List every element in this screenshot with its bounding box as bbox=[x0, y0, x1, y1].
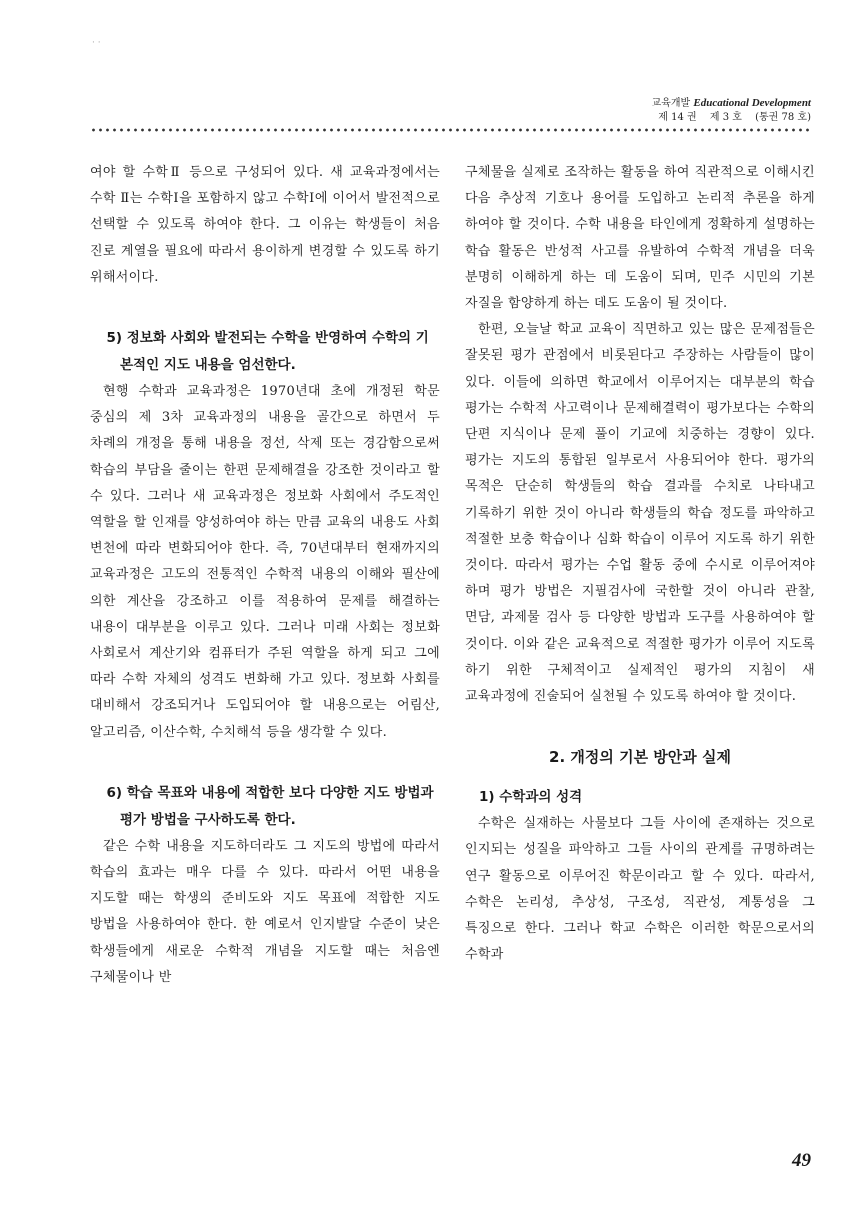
right-column bbox=[465, 160, 815, 968]
running-header bbox=[648, 96, 811, 125]
dotted-header-rule bbox=[90, 128, 811, 132]
section-heading: 2. 개정의 기본 방안과 실제 bbox=[549, 748, 731, 767]
paragraph: 같은 수학 내용을 지도하더라도 그 지도의 방법에 따라서 학습의 효과는 매우 다를 수 있다. 따라서 어떤 내용을 지도할 때는 학생의 준비도와 지도 목표에 적합한 지도 방법을 사용하여야 한다. 한 예로서 인지발달 수준이 낮은 학생들에게 새로운 수학적 개념을 지도할 때는 처음엔 구체물이나 반 bbox=[90, 838, 440, 985]
subheading: 1) 수학과의 성격 bbox=[479, 789, 583, 806]
journal-title-en: Educational Development bbox=[693, 97, 811, 109]
subheading: 5) 정보화 사회와 발전되는 수학을 반영하여 수학의 기본적인 지도 내용을 엄선한다. bbox=[106, 330, 429, 374]
paragraph: 여야 할 수학Ⅱ 등으로 구성되어 있다. 새 교육과정에서는 수학 Ⅱ는 수학Ⅰ을 포함하지 않고 수학Ⅰ에 이어서 발전적으로 선택할 수 있도록 하여야 한다. 그 이유는 학생들이 처음 진로 계열을 필요에 따라서 용이하게 변경할 수 있도록 하기 위해서이다. bbox=[90, 165, 440, 285]
journal-title-ko: 교육개발 bbox=[651, 98, 691, 109]
left-column bbox=[90, 160, 440, 991]
volume-number: 제 14 권 bbox=[658, 112, 697, 123]
paragraph: 수학은 실재하는 사물보다 그들 사이에 존재하는 것으로 인지되는 성질을 파악하고 그들 사이의 관계를 규명하려는 연구 활동으로 이루어진 학문이라고 할 수 있다. 따라서, 수학은 논리성, 추상성, 구조성, 직관성, 계통성을 그 특징으로 한다. 그러나 학교 수학은 이러한 학문으로서의 수학과 bbox=[465, 816, 815, 963]
issue-number: 제 3 호 bbox=[709, 112, 742, 123]
paragraph: 현행 수학과 교육과정은 1970년대 초에 개정된 학문 중심의 제 3차 교육과정의 내용을 골간으로 하면서 두 차례의 개정을 통해 내용을 정선, 삭제 또는 경감함으로써 학습의 부담을 줄이는 한편 문제해결을 강조한 것이라고 할 수 있다. 그러나 새 교육과정은 정보화 사회에서 주도적인 역할을 할 인재를 양성하여야 하는 만큼 교육의 내용도 사회 변천에 따라 변화되어야 한다. 즉, 70년대부터 현재까지의 교육과정은 고도의 전통적인 수학적 내용의 이해와 필산에 의한 계산을 강조하고 이를 적용하여 문제를 해결하는 내용이 대부분을 이루고 있다. 그러나 미래 사회는 정보화 사회로서 계산기와 컴퓨터가 주된 역할을 하게 되고 그에 따라 수학 자체의 성격도 변화해 가고 있다. 정보화 사회를 대비해서 강조되거나 도입되어야 할 내용으로는 어림산, 알고리즘, 이산수학, 수치해석 등을 생각할 수 있다. bbox=[90, 384, 440, 740]
paragraph: 구체물을 실제로 조작하는 활동을 하여 직관적으로 이해시킨 다음 추상적 기호나 용어를 도입하고 논리적 추론을 하게 하여야 할 것이다. 수학 내용을 타인에게 정확하게 설명하는 학습 활동은 반성적 사고를 유발하여 수학적 개념을 더욱 분명히 이해하게 하는 데 도움이 되며, 민주 시민의 기본 자질을 함양하게 하는 데도 도움이 될 것이다. bbox=[465, 165, 815, 312]
subheading: 6) 학습 목표와 내용에 적합한 보다 다양한 지도 방법과 평가 방법을 구사하도록 한다. bbox=[106, 784, 434, 828]
page-number: 49 bbox=[792, 1150, 811, 1171]
corner-mark: · · bbox=[92, 38, 101, 48]
serial-number: (통권 78 호) bbox=[755, 112, 811, 123]
paragraph: 한편, 오늘날 학교 교육이 직면하고 있는 많은 문제점들은 잘못된 평가 관점에서 비롯된다고 주장하는 사람들이 많이 있다. 이들에 의하면 학교에서 이루어지는 대부분의 학습 평가는 수학적 사고력이나 문제해결력이 평가보다는 수학의 단편 지식이나 문제 풀이 기교에 치중하는 경향이 있다. 평가는 지도의 통합된 일부로서 사용되어야 한다. 평가의 목적은 단순히 학생들의 학습 결과를 수치로 나타내고 기록하기 위한 것이 아니라 학생들의 학습 정도를 파악하고 적절한 보충 학습이나 심화 학습이 이루어 지도록 하기 위한 것이다. 따라서 평가는 수업 활동 중에 수시로 이루어져야 하며 평가 방법은 지필검사에 국한할 것이 아니라 관찰, 면담, 과제물 검사 등 다양한 방법과 도구를 사용하여야 할 것이다. 이와 같은 교육적으로 적절한 평가가 이루어 지도록 하기 위한 구체적이고 실제적인 평가의 지침이 새 교육과정에 진술되어 실천될 수 있도록 하여야 할 것이다. bbox=[465, 322, 815, 705]
